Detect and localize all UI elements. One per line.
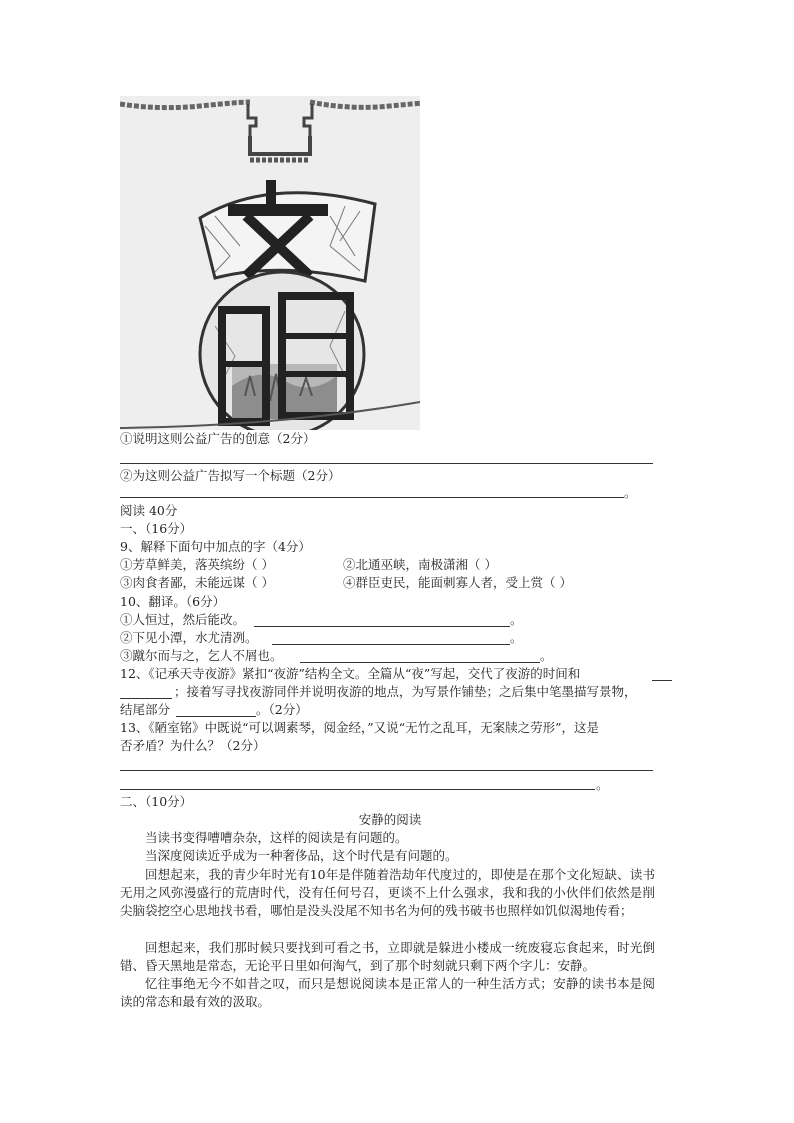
question-10-item-3: ③蹴尔而与之，乞人不屑也。	[120, 648, 283, 663]
article-paragraph-4: 回想起来，我们那时候只要找到可看之书，立即就是躲进小楼成一统废寝忘食起来，时光倒错、昏天黑地是常态，无论平日里如何淘气，到了那个时刻就只剩下两个字儿：安静。	[120, 940, 655, 973]
answer-line	[300, 662, 540, 663]
article-paragraph-2: 当深度阅读近乎成为一种奢侈品，这个时代是有问题的。	[145, 848, 458, 863]
answer-line	[120, 463, 653, 464]
answer-blank	[652, 680, 672, 681]
question-10-item-1: ①人恒过，然后能改。	[120, 612, 246, 627]
answer-line	[120, 497, 624, 498]
question-ad-title: ②为这则公益广告拟写一个标题（2分）	[120, 468, 341, 483]
answer-blank	[120, 698, 172, 699]
article-paragraph-1: 当读书变得嘈嘈杂杂，这样的阅读是有问题的。	[145, 830, 408, 845]
question-12-score: 。（2分）	[256, 702, 308, 717]
end-period: 。	[624, 485, 637, 500]
answer-line	[120, 770, 653, 771]
question-13-line-1: 13、《陋室铭》中既说“可以调素琴，阅金经，”又说“无竹之乱耳，无案牍之劳形”，这是	[120, 720, 599, 735]
public-service-ad-image	[120, 96, 420, 430]
part-one-heading: 一、（16分）	[120, 521, 193, 536]
question-12-line-1: 12、《记承天寺夜游》紧扣“夜游”结构全文。全篇从“夜”写起，交代了夜游的时间和	[120, 666, 581, 681]
article-title: 安静的阅读	[358, 812, 422, 827]
question-9-item-4: ④群臣吏民，能面刺寡人者，受上赏（ ）	[343, 575, 572, 590]
section-reading-heading: 阅读 40分	[120, 503, 178, 518]
article-paragraph-5: 忆往事绝无今不如昔之叹，而只是想说阅读本是正常人的一种生活方式；安静的读书本是阅读的常态和最有效的汲取。	[120, 976, 655, 1009]
question-13-line-2: 否矛盾？为什么？（2分）	[120, 738, 266, 753]
end-period: 。	[510, 630, 523, 645]
question-9-item-1: ①芳草鲜美，落英缤纷（ ）	[120, 557, 274, 572]
question-9-item-3: ③肉食者鄙，未能远谋（ ）	[120, 575, 274, 590]
question-creative-idea: ①说明这则公益广告的创意（2分）	[120, 431, 316, 446]
ad-illustration	[120, 96, 420, 430]
answer-blank	[176, 716, 256, 717]
question-10-heading: 10、翻译。（6分）	[120, 594, 226, 609]
question-9-heading: 9、解释下面句中加点的字（4分）	[120, 539, 311, 554]
question-12-line-2: ；接着写寻找夜游同伴并说明夜游的地点，为写景作铺垫；之后集中笔墨描写景物，	[174, 684, 637, 699]
answer-line	[254, 626, 510, 627]
article-paragraph-3: 回想起来，我的青少年时光有10年是伴随着浩劫年代度过的，即使是在那个文化短缺、读书无用之风弥漫盛行的荒唐时代，没有任何号召，更谈不上什么强求，我和我的小伙伴们依然是削尖脑袋挖空心思地找书看，哪怕是没头没尾不知书名为何的残书破书也照样如饥似渴地传看；	[120, 867, 655, 918]
question-9-item-2: ②北通巫峡，南极潇湘（ ）	[343, 557, 497, 572]
end-period: 。	[596, 777, 609, 792]
end-period: 。	[540, 648, 553, 663]
end-period: 。	[510, 612, 523, 627]
question-10-item-2: ②下见小潭，水尤清冽。	[120, 630, 258, 645]
answer-line	[272, 644, 510, 645]
question-12-line-3: 结尾部分	[120, 702, 171, 717]
answer-line	[120, 789, 595, 790]
part-two-heading: 二、（10分）	[120, 794, 193, 809]
